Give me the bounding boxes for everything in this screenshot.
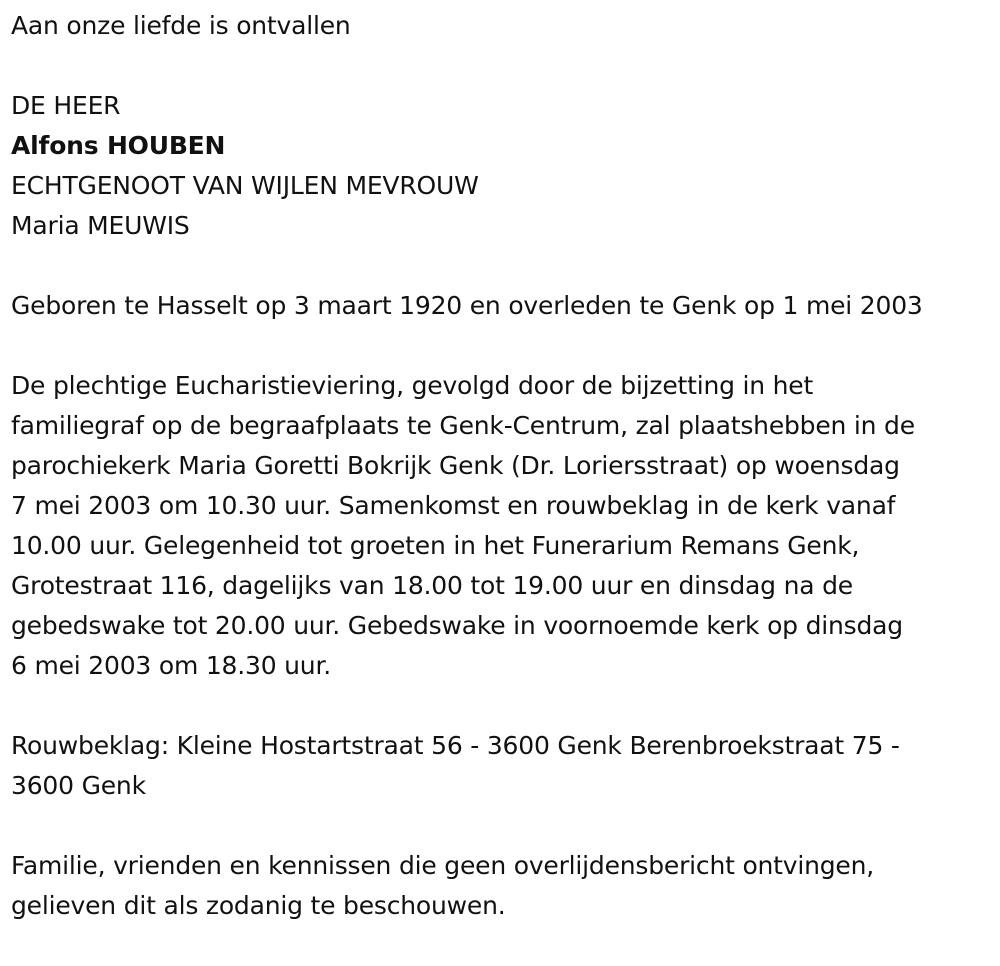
spouse-name: Maria MEUWIS: [11, 211, 190, 240]
spacer: [11, 46, 991, 86]
honorific-title: DE HEER: [11, 91, 121, 120]
birth-death-text: Geboren te Hasselt op 3 maart 1920 en overleden te Genk op 1 mei 2003: [11, 291, 923, 320]
ceremony-line: 10.00 uur. Gelegenheid tot groeten in het Funerarium Remans Genk,: [11, 531, 860, 560]
closing-line: Familie, vrienden en kennissen die geen overlijdensbericht ontvingen,: [11, 851, 875, 880]
condolences-line: Rouwbeklag: Kleine Hostartstraat 56 - 3600 Genk Berenbroekstraat 75 -: [11, 731, 900, 760]
intro-text: Aan onze liefde is ontvallen: [11, 11, 351, 40]
spacer: [11, 326, 991, 366]
closing-line: gelieven dit als zodanig te beschouwen.: [11, 891, 506, 920]
ceremony-line: 7 mei 2003 om 10.30 uur. Samenkomst en rouwbeklag in de kerk vanaf: [11, 491, 896, 520]
ceremony-line: parochiekerk Maria Goretti Bokrijk Genk (Dr. Loriersstraat) op woensdag: [11, 451, 900, 480]
ceremony-line: familiegraf op de begraafplaats te Genk-Centrum, zal plaatshebben in de: [11, 411, 915, 440]
spacer: [11, 686, 991, 726]
relation-text: ECHTGENOOT VAN WIJLEN MEVROUW: [11, 171, 479, 200]
spacer: [11, 246, 991, 286]
closing-paragraph: [11, 846, 991, 926]
ceremony-line: Grotestraat 116, dagelijks van 18.00 tot 19.00 uur en dinsdag na de: [11, 571, 853, 600]
condolences-paragraph: [11, 726, 991, 806]
ceremony-paragraph: [11, 366, 991, 686]
ceremony-line: De plechtige Eucharistieviering, gevolgd door de bijzetting in het: [11, 371, 814, 400]
condolences-line: 3600 Genk: [11, 771, 146, 800]
deceased-name: Alfons HOUBEN: [11, 131, 226, 160]
ceremony-line: gebedswake tot 20.00 uur. Gebedswake in voornoemde kerk op dinsdag: [11, 611, 903, 640]
ceremony-line: 6 mei 2003 om 18.30 uur.: [11, 651, 331, 680]
obituary-notice: [11, 6, 991, 926]
spacer: [11, 806, 991, 846]
